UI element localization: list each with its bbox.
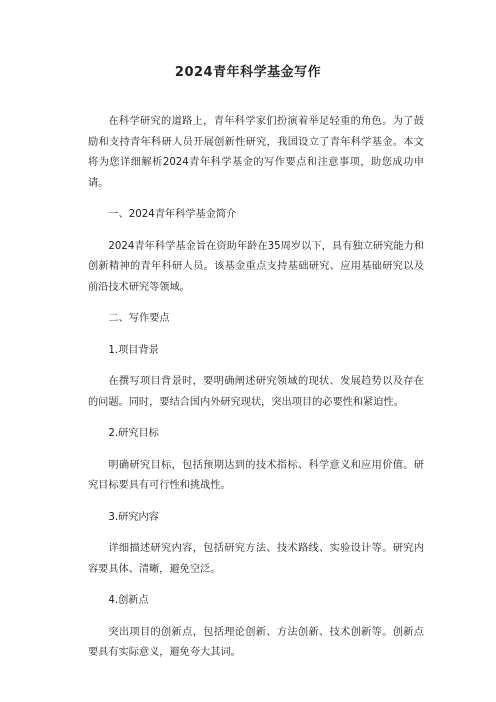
point-3-heading: 3.研究内容 — [108, 511, 159, 523]
point-4-heading: 4.创新点 — [108, 595, 149, 606]
section-1-heading: 一、2024青年科学基金简介 — [108, 209, 237, 220]
section-1-paragraph: 2024青年科学基金旨在资助年龄在35周岁以下，具有独立研究能力和创新精神的青年科研人员。该基金重点支持基础研究、应用基础研究以及前沿技术研究等领域。 — [88, 240, 424, 293]
section-2-heading: 二、写作要点 — [108, 313, 170, 324]
point-1-paragraph: 在撰写项目背景时，要明确阐述研究领域的现状、发展趋势以及存在的问题。同时，要结合国内外研究现状，突出项目的必要性和紧迫性。 — [88, 376, 424, 408]
intro-paragraph: 在科学研究的道路上，青年科学家们扮演着举足轻重的角色。为了鼓励和支持青年科研人员开展创新性研究，我国设立了青年科学基金。本文将为您详细解析2024青年科学基金的写作要点和注意事项，助您成功申请。 — [88, 116, 424, 189]
document-title: 2024青年科学基金写作 — [174, 65, 322, 80]
point-4-paragraph: 突出项目的创新点，包括理论创新、方法创新、技术创新等。创新点要具有实际意义，避免夸大其词。 — [88, 626, 424, 658]
point-1-heading: 1.项目背景 — [108, 344, 159, 356]
point-2-paragraph: 明确研究目标，包括预期达到的技术指标、科学意义和应用价值。研究目标要具有可行性和挑战性。 — [88, 459, 424, 491]
point-2-heading: 2.研究目标 — [108, 428, 159, 439]
point-3-paragraph: 详细描述研究内容，包括研究方法、技术路线、实验设计等。研究内容要具体、清晰，避免空泛。 — [88, 543, 424, 575]
